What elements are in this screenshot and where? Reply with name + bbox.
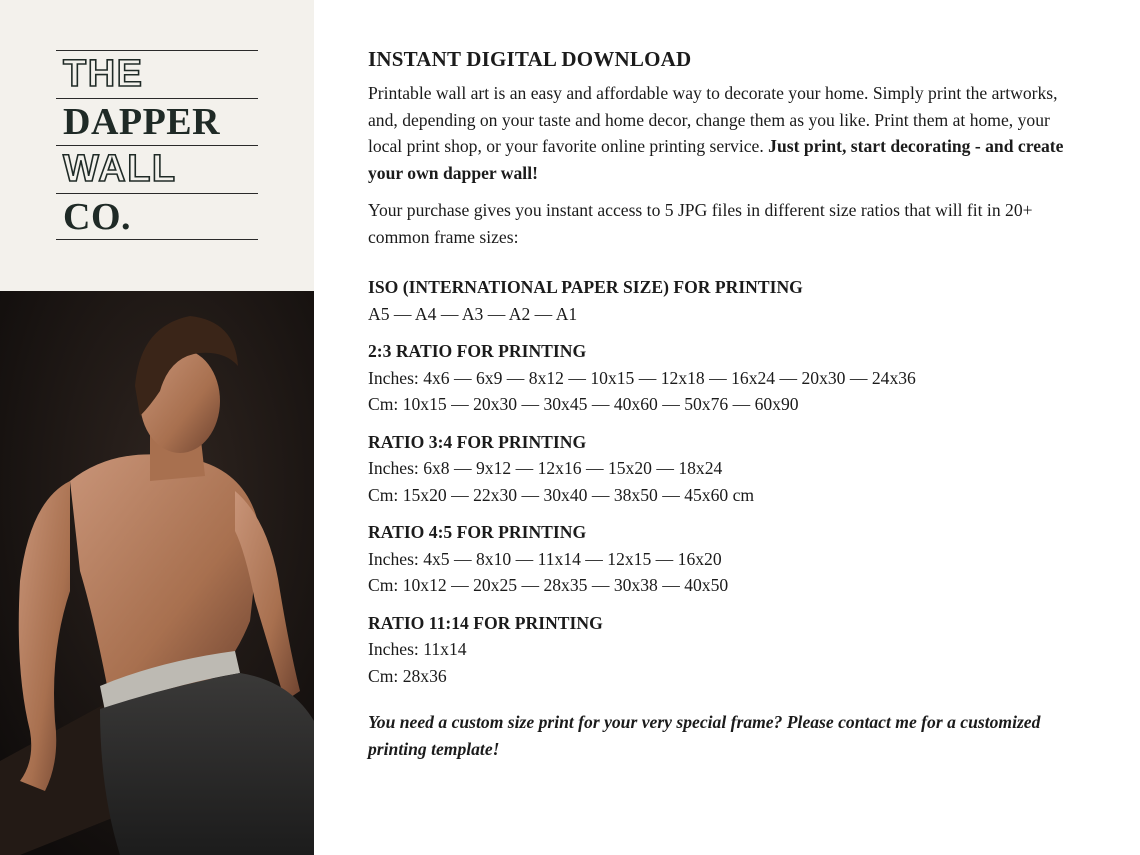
section-line: Inches: 4x6 — 6x9 — 8x12 — 10x15 — 12x18 — 16x24 — 20x30 — 24x36	[368, 367, 916, 388]
page-title: INSTANT DIGITAL DOWNLOAD	[368, 47, 692, 71]
custom-size-note: You need a custom size print for your very special frame? Please contact me for a customized printing template!	[368, 712, 1041, 759]
section-line: Inches: 11x14	[368, 639, 467, 659]
purchase-paragraph: Your purchase gives you instant access to 5 JPG files in different size ratios that will fit in 20+ common frame sizes:	[368, 200, 1033, 247]
logo-row-2	[56, 98, 258, 146]
logo-word-co: CO.	[63, 195, 131, 238]
logo-row-4	[56, 193, 258, 241]
logo-row-3	[56, 145, 258, 193]
logo-word-the: THE	[63, 53, 144, 95]
size-section-4-5	[368, 519, 1088, 599]
size-section-2-3	[368, 338, 1088, 418]
size-sections	[368, 274, 1088, 689]
brand-logo	[56, 50, 258, 240]
section-title: RATIO 3:4 FOR PRINTING	[368, 431, 587, 452]
product-description	[368, 46, 1088, 762]
section-title: RATIO 11:14 FOR PRINTING	[368, 612, 603, 633]
section-line: A5 — A4 — A3 — A2 — A1	[368, 303, 578, 324]
logo-row-1	[56, 50, 258, 98]
size-section-11-14	[368, 610, 1088, 690]
portrait-photo	[0, 291, 314, 855]
logo-word-dapper: DAPPER	[63, 100, 221, 143]
section-line: Cm: 10x15 — 20x30 — 30x45 — 40x60 — 50x76 — 60x90	[368, 394, 799, 414]
section-line: Cm: 28x36	[368, 665, 447, 686]
intro-text: Printable wall art is an easy and affordable way to decorate your home. Simply print the artworks, and, depending on your taste and home decor, change them as you like. Print them at home, your local print shop, or your favorite online printing service.	[368, 83, 1058, 156]
intro-emphasis: Just print, start decorating - and create your own dapper wall!	[368, 136, 1064, 183]
size-section-iso	[368, 274, 1088, 327]
left-column	[0, 0, 314, 855]
section-line: Inches: 4x5 — 8x10 — 11x14 — 12x15 — 16x20	[368, 548, 722, 569]
section-line: Cm: 15x20 — 22x30 — 30x40 — 38x50 — 45x60 cm	[368, 484, 755, 505]
size-section-3-4	[368, 429, 1088, 509]
section-line: Inches: 6x8 — 9x12 — 12x16 — 15x20 — 18x24	[368, 458, 723, 478]
section-title: ISO (INTERNATIONAL PAPER SIZE) FOR PRINTING	[368, 277, 803, 297]
brand-logo-panel	[0, 0, 314, 291]
section-line: Cm: 10x12 — 20x25 — 28x35 — 30x38 — 40x50	[368, 575, 729, 595]
section-title: 2:3 RATIO FOR PRINTING	[368, 341, 587, 361]
intro-paragraph	[368, 80, 1088, 186]
section-title: RATIO 4:5 FOR PRINTING	[368, 522, 587, 542]
portrait-photo-icon	[0, 291, 314, 855]
logo-word-wall: WALL	[63, 148, 177, 190]
